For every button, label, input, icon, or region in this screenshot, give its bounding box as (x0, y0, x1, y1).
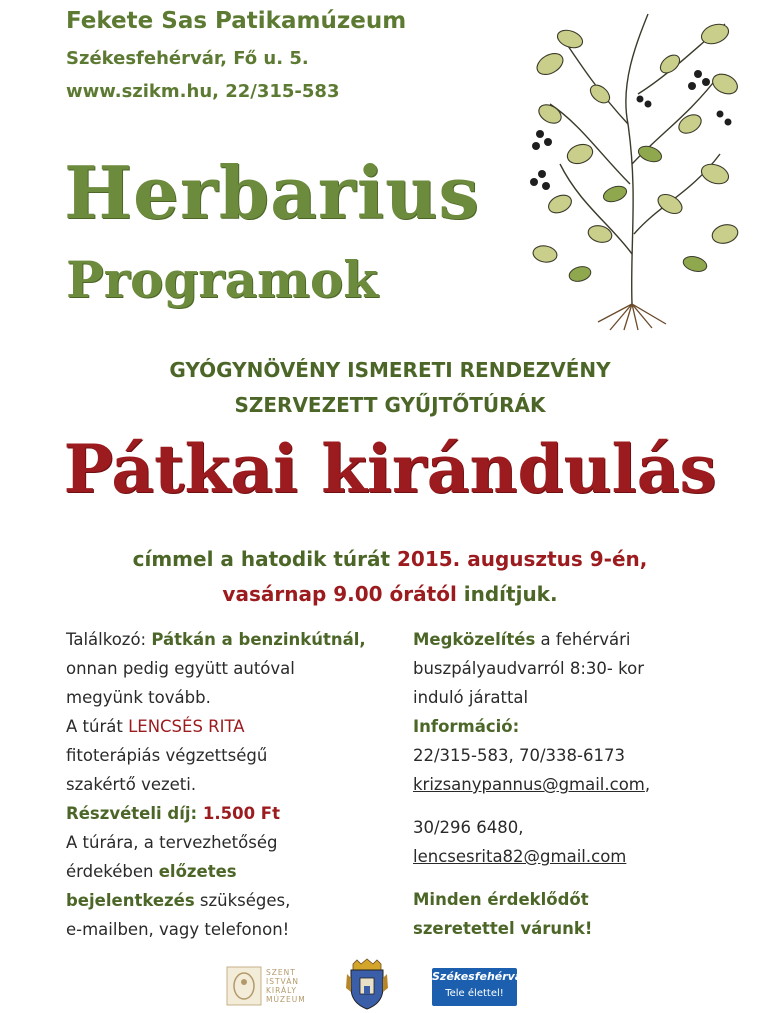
city-coat-of-arms-icon (343, 958, 391, 1010)
note-highlight-2: bejelentkezés (66, 891, 195, 910)
info-label: Információ: (413, 717, 520, 736)
access-text-a: a fehérvári (535, 630, 631, 649)
city-logo-slogan: Tele élettel! (445, 988, 504, 999)
meeting-place: Pátkán a benzinkútnál, (151, 630, 366, 649)
announcement-text: címmel a hatodik túrát (132, 547, 398, 571)
meeting-detail-1: onnan pedig együtt autóval (66, 659, 295, 678)
museum-emblem-icon (226, 966, 262, 1006)
museum-website-phone: www.szikm.hu, 22/315-583 (66, 81, 340, 102)
museum-logo-line-1: SZENT (266, 968, 296, 977)
szekesfehervar-city-logo (432, 968, 528, 1006)
meeting-line (66, 625, 396, 654)
event-date: 2015. augusztus 9-én, (397, 547, 648, 571)
fee-line (66, 799, 396, 828)
guide-role: szakértő vezeti. (66, 775, 197, 794)
announcement-line-2 (0, 582, 780, 606)
note-highlight-1: előzetes (158, 862, 237, 881)
access-text-b: buszpályaudvarról 8:30- kor (413, 659, 644, 678)
guide-qualification: fitoterápiás végzettségű (66, 746, 268, 765)
museum-logo-line-4: MÚZEUM (266, 995, 306, 1004)
email-suffix: , (644, 775, 651, 794)
museum-logo-text (266, 968, 306, 1004)
fee-label: Részvételi díj: (66, 804, 203, 823)
details-right-column (413, 625, 753, 943)
access-text-c: induló járattal (413, 688, 529, 707)
note-text-2a: érdekében (66, 862, 159, 881)
event-time: vasárnap 9.00 órától (222, 582, 457, 606)
announcement-line-1 (0, 547, 780, 571)
guide-line (66, 712, 396, 741)
herb-plant-illustration (520, 4, 748, 332)
footer-logos (0, 958, 780, 1013)
access-line (413, 625, 753, 654)
programok-title: Programok (66, 250, 378, 309)
email-link-2[interactable]: lencsesrita82@gmail.com (413, 847, 627, 866)
note-line-2 (66, 857, 396, 886)
museum-address: Székesfehérvár, Fő u. 5. (66, 48, 309, 69)
note-line-1: A túrára, a tervezhetőség (66, 833, 278, 852)
note-line-3 (66, 886, 396, 915)
event-title: Pátkai kirándulás (63, 430, 717, 508)
fee-value: 1.500 Ft (202, 804, 280, 823)
subtitle-line-1: GYÓGYNÖVÉNY ISMERETI RENDEZVÉNY (169, 358, 611, 382)
museum-logo-line-2: ISTVÁN (266, 977, 299, 986)
note-line-4: e-mailben, vagy telefonon! (66, 920, 290, 939)
closing-line-1: Minden érdeklődőt (413, 890, 589, 909)
email-link-1[interactable]: krizsanypannus@gmail.com (413, 775, 645, 794)
announcement-text-end: indítjuk. (456, 582, 558, 606)
details-left-column (66, 625, 396, 944)
phone-2: 30/296 6480, (413, 818, 524, 837)
subtitle-line-2: SZERVEZETT GYŰJTŐTÚRÁK (234, 393, 546, 417)
szent-istvan-kiraly-muzeum-logo (226, 966, 321, 1010)
meeting-detail-2: megyünk tovább. (66, 688, 211, 707)
info-phones: 22/315-583, 70/338-6173 (413, 746, 625, 765)
guide-intro: A túrát (66, 717, 129, 736)
closing-line-2: szeretettel várunk! (413, 919, 593, 938)
museum-name: Fekete Sas Patikamúzeum (66, 8, 407, 34)
note-text-3b: szükséges, (194, 891, 291, 910)
museum-logo-line-3: KIRÁLY (266, 986, 297, 995)
meeting-label: Találkozó: (66, 630, 152, 649)
email-line-1 (413, 770, 753, 799)
access-label: Megközelítés (413, 630, 536, 649)
city-logo-name: Székesfehérvár (432, 970, 528, 983)
herbarius-title: Herbarius (64, 150, 480, 235)
guide-name: LENCSÉS RITA (128, 717, 245, 736)
